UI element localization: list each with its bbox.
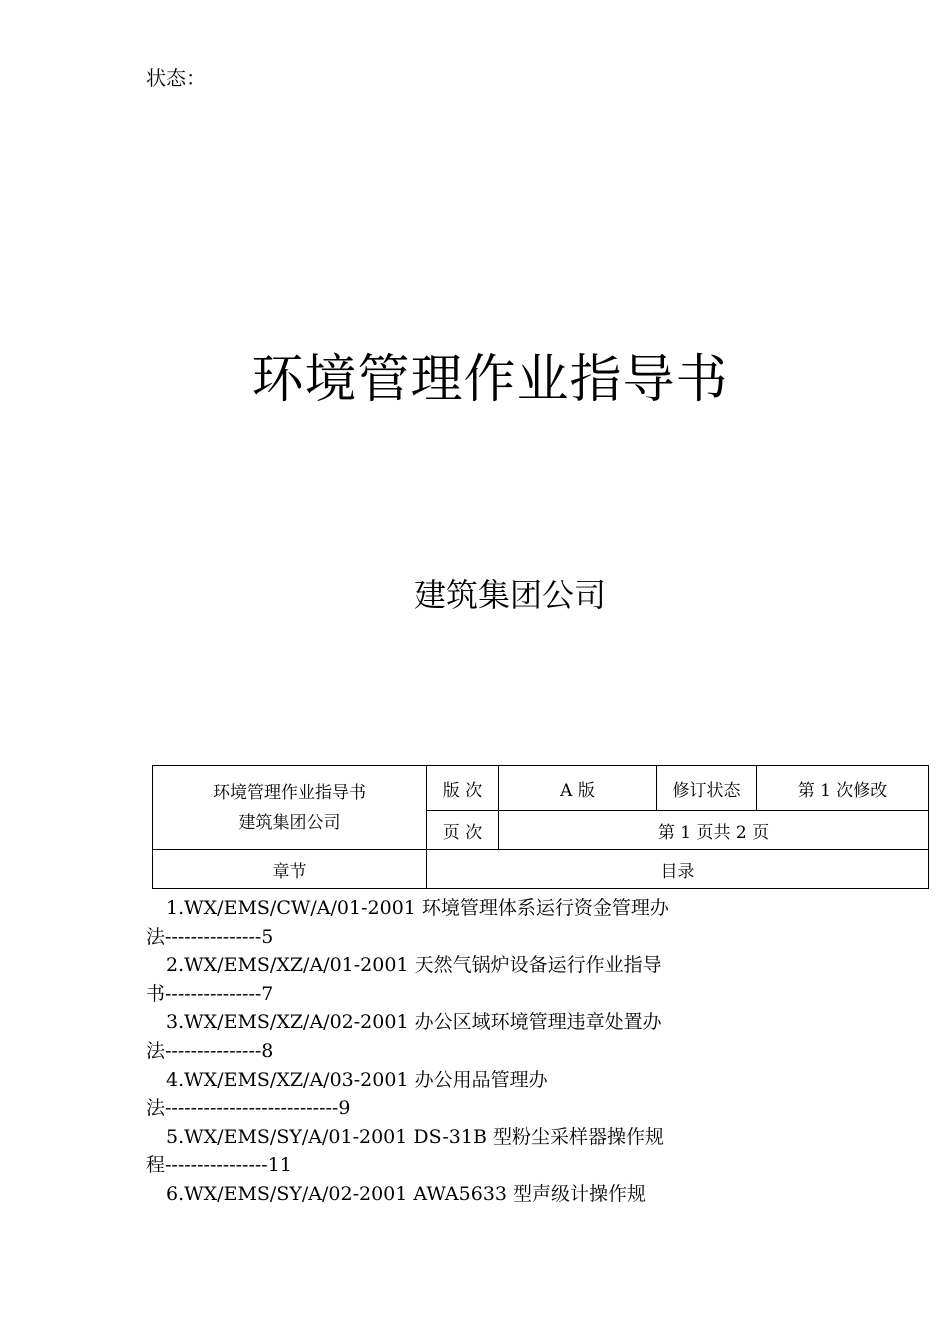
- toc-line: 2.WX/EMS/XZ/A/01-2001 天然气锅炉设备运行作业指导: [166, 954, 662, 977]
- revision-value: 第 1 次修改: [757, 766, 929, 811]
- contents-label: 目录: [427, 850, 929, 889]
- document-header-table: [152, 765, 929, 889]
- toc-line: 5.WX/EMS/SY/A/01-2001 DS-31B 型粉尘采样器操作规: [166, 1125, 664, 1148]
- header-doc-title: 环境管理作业指导书: [213, 782, 366, 803]
- toc-line: 书---------------7: [146, 982, 274, 1005]
- version-value: A 版: [499, 766, 657, 811]
- toc-line: 4.WX/EMS/XZ/A/03-2001 办公用品管理办: [166, 1068, 548, 1091]
- toc-line: 法---------------8: [146, 1039, 274, 1062]
- version-label: 版 次: [427, 766, 499, 811]
- toc-line: 1.WX/EMS/CW/A/01-2001 环境管理体系运行资金管理办: [166, 897, 669, 919]
- page-label: 页 次: [427, 811, 499, 850]
- company-name: 建筑集团公司: [413, 576, 606, 614]
- toc-line: 法---------------5: [146, 925, 274, 948]
- chapter-label: 章节: [153, 850, 427, 889]
- toc-line: 3.WX/EMS/XZ/A/02-2001 办公区域环境管理违章处置办: [166, 1011, 662, 1034]
- table-of-contents: [146, 894, 746, 1209]
- toc-line: 程----------------11: [146, 1154, 292, 1177]
- header-doc-company: 建筑集团公司: [238, 812, 341, 833]
- toc-line: 法---------------------------9: [146, 1097, 351, 1120]
- revision-label: 修订状态: [657, 766, 757, 811]
- page-value: 第 1 页共 2 页: [499, 811, 929, 850]
- status-label: 状态：: [146, 66, 206, 90]
- document-title: 环境管理作业指导书: [251, 350, 729, 410]
- header-title-cell: [153, 766, 427, 850]
- toc-line: 6.WX/EMS/SY/A/02-2001 AWA5633 型声级计操作规: [166, 1182, 647, 1205]
